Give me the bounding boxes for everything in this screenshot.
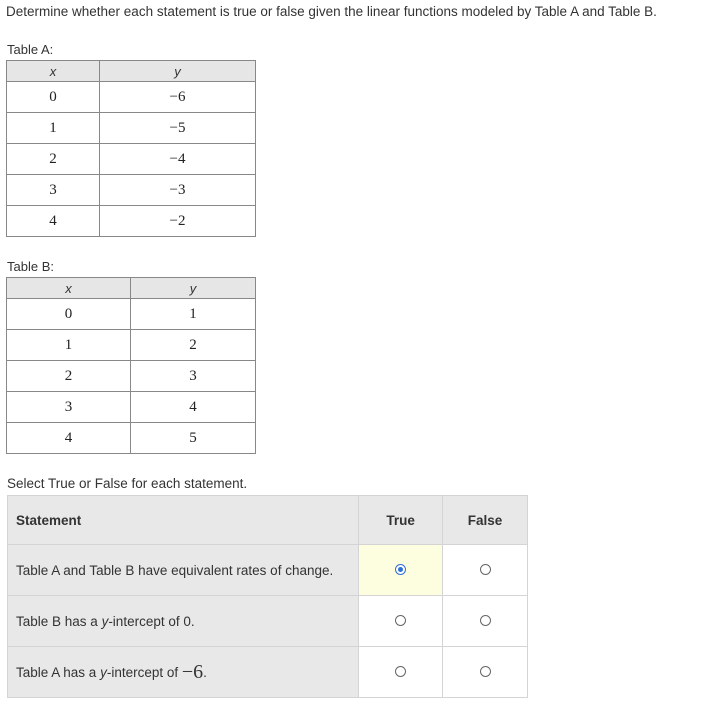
cell-y: 1 xyxy=(131,299,256,330)
cell-x: 0 xyxy=(7,299,131,330)
false-choice-cell[interactable] xyxy=(443,545,528,596)
column-header-x: x xyxy=(7,61,100,82)
true-radio-button[interactable] xyxy=(395,564,406,575)
true-radio-button[interactable] xyxy=(395,615,406,626)
cell-x: 3 xyxy=(7,175,100,206)
true-choice-cell[interactable] xyxy=(359,647,443,698)
table-b-label: Table B: xyxy=(7,259,54,274)
cell-y: 4 xyxy=(131,392,256,423)
table-b xyxy=(6,277,256,454)
cell-x: 2 xyxy=(7,361,131,392)
statement-text: Table A and Table B have equivalent rates of change. xyxy=(8,545,359,596)
table-row xyxy=(7,423,256,454)
variable-y: y xyxy=(100,664,107,680)
cell-x: 4 xyxy=(7,206,100,237)
true-false-table xyxy=(7,495,528,698)
table-row xyxy=(7,206,256,237)
cell-y: −2 xyxy=(100,206,256,237)
table-header-row xyxy=(7,278,256,299)
math-value: −6 xyxy=(181,660,204,683)
cell-x: 2 xyxy=(7,144,100,175)
question-prompt: Determine whether each statement is true or false given the linear functions modeled by Table A and Table B. xyxy=(6,4,657,19)
cell-x: 3 xyxy=(7,392,131,423)
true-choice-cell[interactable] xyxy=(359,545,443,596)
statement-text xyxy=(8,596,359,647)
variable-y: y xyxy=(101,613,109,629)
table-row xyxy=(7,299,256,330)
table-row xyxy=(7,361,256,392)
statement-text-before: Table A has a xyxy=(16,664,101,680)
cell-y: −5 xyxy=(100,113,256,144)
cell-y: −6 xyxy=(100,82,256,113)
statement-text xyxy=(8,647,359,698)
cell-y: −3 xyxy=(100,175,256,206)
false-radio-button[interactable] xyxy=(480,615,491,626)
table-row xyxy=(7,392,256,423)
false-column-header: False xyxy=(443,496,528,545)
cell-x: 4 xyxy=(7,423,131,454)
true-choice-cell[interactable] xyxy=(359,596,443,647)
table-row xyxy=(7,113,256,144)
statement-row-2 xyxy=(8,596,528,647)
cell-y: 3 xyxy=(131,361,256,392)
statement-text-before: Table B has a xyxy=(16,613,102,629)
statement-row-1 xyxy=(8,545,528,596)
column-header-y: y xyxy=(100,61,256,82)
statement-text-end: . xyxy=(203,664,207,680)
cell-y: −4 xyxy=(100,144,256,175)
column-header-y: y xyxy=(131,278,256,299)
table-a xyxy=(6,60,256,237)
cell-y: 2 xyxy=(131,330,256,361)
false-radio-button[interactable] xyxy=(480,666,491,677)
table-header-row xyxy=(7,61,256,82)
true-radio-button[interactable] xyxy=(395,666,406,677)
cell-x: 1 xyxy=(7,330,131,361)
table-a-label: Table A: xyxy=(7,42,54,57)
false-radio-button[interactable] xyxy=(480,564,491,575)
tf-header-row xyxy=(8,496,528,545)
column-header-x: x xyxy=(7,278,131,299)
statement-text-after: -intercept of xyxy=(106,664,182,680)
true-column-header: True xyxy=(359,496,443,545)
table-row xyxy=(7,144,256,175)
table-row xyxy=(7,82,256,113)
statement-row-3 xyxy=(8,647,528,698)
false-choice-cell[interactable] xyxy=(443,647,528,698)
cell-y: 5 xyxy=(131,423,256,454)
cell-x: 1 xyxy=(7,113,100,144)
false-choice-cell[interactable] xyxy=(443,596,528,647)
table-row xyxy=(7,330,256,361)
select-instruction: Select True or False for each statement. xyxy=(7,476,248,491)
statement-text-after: -intercept of 0. xyxy=(108,613,195,629)
cell-x: 0 xyxy=(7,82,100,113)
table-row xyxy=(7,175,256,206)
statement-column-header: Statement xyxy=(8,496,359,545)
